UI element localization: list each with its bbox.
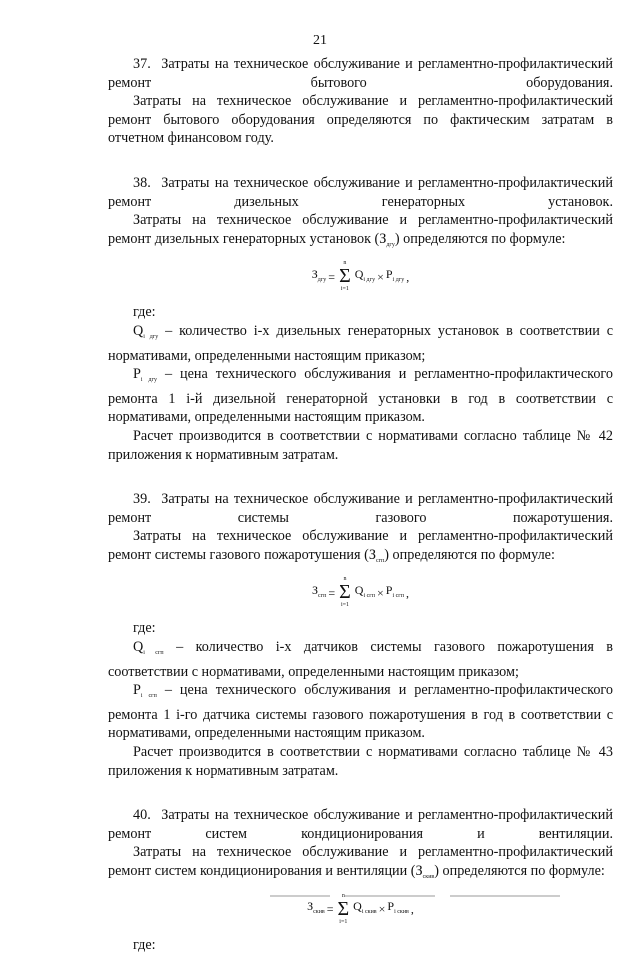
section-37 (108, 55, 613, 148)
document-body (108, 55, 613, 980)
formula-end: , (405, 585, 409, 600)
scan-artifact (450, 895, 560, 897)
formula-q: $Q_{i сгп}$ (354, 582, 375, 599)
definition-q: $Q_{i дгу}$ – количество i-х дизельных генераторных установок в соответствии с нормативами, определенными настоящим приказом; (108, 322, 613, 364)
paragraph (108, 211, 613, 254)
definition-p: $P_{i сгп}$ – цена технического обслуживания и регламентно-профилактического ремонта 1 i-го датчика системы газового пожаротушения в год в соответствии с нормативами, определенными настоящим приказом. (108, 682, 613, 742)
summation: n Σ i=1 (337, 892, 350, 925)
paragraph (108, 527, 613, 570)
paragraph-text: Затраты на техническое обслуживание и регламентно-профилактический ремонт систем кондиционирования и вентиляции (З (108, 844, 613, 879)
paragraph-text: ) определяются по формуле: (394, 230, 566, 247)
page-number: 21 (313, 33, 327, 48)
formula-p: $P_{i скив}$ (387, 899, 409, 916)
section-39 (108, 490, 613, 780)
definition-p: $P_{i дгу}$ – цена технического обслуживания и регламентно-профилактического ремонта 1 i-й дизельной генераторной установки в год в соответствии с нормативами, определенными настоящим приказом. (108, 366, 613, 426)
summation: n Σ i=1 (339, 260, 351, 293)
summation: n Σ i=1 (339, 576, 351, 609)
times-sign: × (377, 269, 384, 284)
subscript: скив (422, 874, 435, 880)
subscript: дгу (386, 241, 395, 248)
paragraph-text: ) определяются по формуле: (384, 546, 555, 563)
scan-artifact (345, 895, 435, 897)
section-40 (108, 806, 613, 954)
formula-end: , (410, 902, 414, 917)
times-sign: × (378, 902, 386, 917)
times-sign: × (376, 585, 384, 600)
where-label: где: (133, 304, 156, 321)
equals-sign: = (328, 269, 336, 284)
where-label: где: (133, 620, 156, 637)
formula-lhs: $З_{сгп}$ (312, 582, 327, 599)
subscript: сгп (375, 557, 385, 564)
paragraph-text: ) определяются по формуле: (434, 863, 605, 879)
section-heading: 39. Затраты на техническое обслуживание и регламентно-профилактический ремонт системы газового пожаротушения. (108, 491, 613, 526)
section-38 (108, 174, 613, 464)
formula-p: $P_{i дгу}$ (385, 266, 405, 283)
equals-sign: = (328, 585, 336, 600)
section-heading: 37. Затраты на техническое обслуживание и регламентно-профилактический ремонт бытового оборудования. (108, 56, 613, 91)
formula (108, 893, 613, 926)
formula (108, 260, 613, 293)
section-heading: 40. Затраты на техническое обслуживание и регламентно-профилактический ремонт систем кондиционирования и вентиляции. (108, 807, 613, 842)
formula-lhs: $З_{дгу}$ (311, 266, 327, 283)
formula-q: $Q_{i скив}$ (353, 899, 377, 916)
formula (108, 576, 613, 609)
calculation-note: Расчет производится в соответствии с нормативами согласно таблице № 43 приложения к нормативным затратам. (108, 744, 613, 779)
where-label: где: (133, 936, 156, 953)
equals-sign: = (326, 902, 334, 917)
formula-p: $P_{i сгп}$ (385, 582, 404, 599)
scan-artifact (270, 895, 330, 897)
definition-q: $Q_{i сгп}$ – количество i-х датчиков системы газового пожаротушения в соответствии с нормативами, определенными настоящим приказом; (108, 639, 613, 680)
formula-q: $Q_{i дгу}$ (354, 266, 376, 283)
formula-end: , (406, 269, 410, 284)
paragraph-text: Затраты на техническое обслуживание и регламентно-профилактический ремонт дизельных генераторных установок (З (108, 212, 613, 247)
formula-lhs: $З_{скив}$ (307, 899, 325, 916)
paragraph (108, 843, 613, 886)
section-heading: 38. Затраты на техническое обслуживание и регламентно-профилактический ремонт дизельных генераторных установок. (108, 174, 613, 210)
calculation-note: Расчет производится в соответствии с нормативами согласно таблице № 42 приложения к нормативным затратам. (108, 427, 613, 463)
paragraph: Затраты на техническое обслуживание и регламентно-профилактический ремонт бытового оборудования определяются по фактическим затратам в отчетном финансовом году. (108, 93, 613, 147)
paragraph-text: Затраты на техническое обслуживание и регламентно-профилактический ремонт системы газового пожаротушения (З (108, 528, 613, 563)
